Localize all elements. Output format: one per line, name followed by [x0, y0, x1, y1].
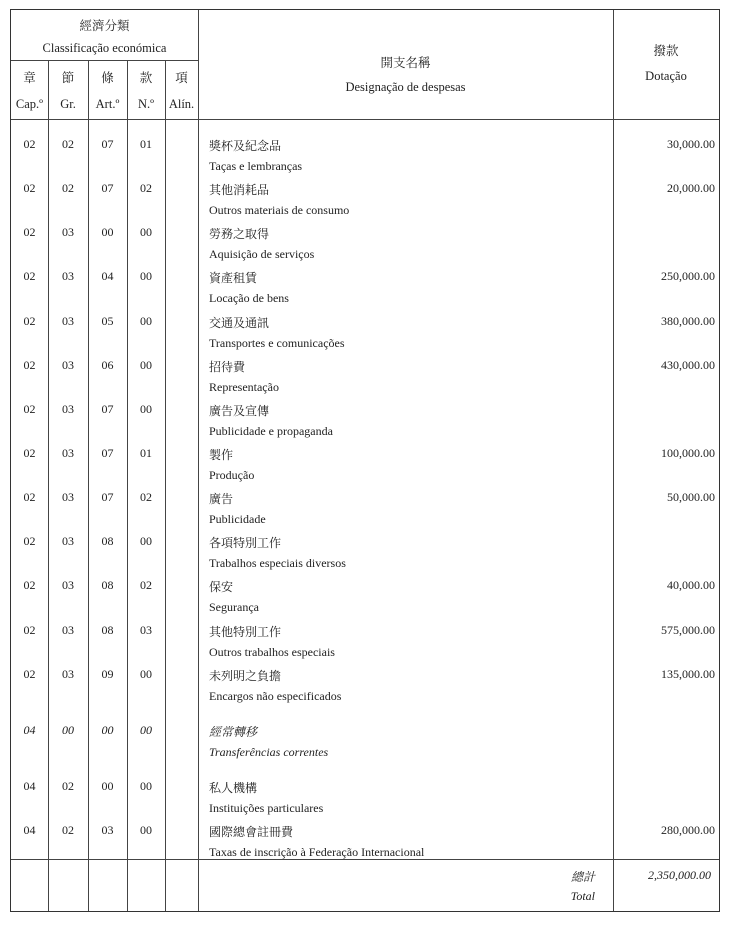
- code-art: 03: [101, 823, 114, 837]
- code-gr: 03: [62, 314, 74, 328]
- header-alin-zh: 項: [175, 71, 188, 85]
- code-cap: 04: [23, 723, 36, 737]
- designation-pt: Segurança: [209, 600, 259, 614]
- code-cap: 02: [23, 181, 36, 195]
- designation-pt: Outros trabalhos especiais: [209, 645, 335, 659]
- code-gr: 03: [62, 490, 74, 504]
- amount: 380,000.00: [661, 314, 715, 328]
- code-cap: 02: [23, 225, 36, 239]
- code-n: 01: [140, 137, 152, 151]
- code-cap: 02: [23, 490, 36, 504]
- designation-pt: Transportes e comunicações: [209, 336, 345, 350]
- code-gr: 03: [62, 446, 74, 460]
- code-cap: 02: [23, 137, 36, 151]
- col-divider: [165, 60, 166, 911]
- code-gr: 02: [62, 181, 74, 195]
- designation-zh: 未列明之負擔: [209, 669, 282, 683]
- code-art: 05: [101, 314, 114, 328]
- amount: 30,000.00: [667, 137, 715, 151]
- code-gr: 03: [62, 623, 74, 637]
- code-gr: 03: [62, 534, 74, 548]
- amount: 40,000.00: [667, 578, 715, 592]
- designation-pt: Publicidade: [209, 512, 266, 526]
- designation-zh: 勞務之取得: [209, 227, 270, 241]
- header-n-pt: N.º: [137, 97, 155, 111]
- header-designation-zh: 開支名稱: [380, 56, 431, 70]
- header-art-zh: 條: [101, 71, 114, 85]
- header-divider-economic: [11, 60, 198, 61]
- code-n: 00: [140, 225, 152, 239]
- amount: 50,000.00: [667, 490, 715, 504]
- code-art: 07: [101, 137, 114, 151]
- code-n: 02: [140, 181, 152, 195]
- code-cap: 02: [23, 358, 36, 372]
- code-art: 00: [101, 779, 114, 793]
- designation-pt: Transferências correntes: [209, 745, 329, 759]
- code-gr: 03: [62, 269, 74, 283]
- amount: 250,000.00: [661, 269, 715, 283]
- code-n: 00: [140, 269, 152, 283]
- code-cap: 02: [23, 667, 36, 681]
- designation-pt: Aquisição de serviços: [209, 247, 315, 261]
- col-divider: [198, 10, 199, 911]
- designation-zh: 各項特別工作: [209, 536, 282, 550]
- total-label-pt: Total: [570, 889, 595, 903]
- designation-zh: 廣告及宣傳: [209, 404, 270, 418]
- designation-zh: 國際總會註冊費: [209, 825, 294, 839]
- code-art: 08: [101, 534, 114, 548]
- amount: 100,000.00: [661, 446, 715, 460]
- amount: 135,000.00: [661, 667, 715, 681]
- code-n: 00: [140, 358, 152, 372]
- code-art: 07: [101, 446, 114, 460]
- header-n-zh: 款: [139, 71, 153, 85]
- code-n: 02: [140, 490, 152, 504]
- code-n: 00: [140, 779, 152, 793]
- amount: 20,000.00: [667, 181, 715, 195]
- total-amount: 2,350,000.00: [648, 868, 711, 882]
- code-gr: 03: [62, 578, 74, 592]
- designation-pt: Taxas de inscrição à Federação Internacional: [209, 845, 425, 859]
- code-art: 06: [101, 358, 114, 372]
- code-gr: 02: [62, 823, 74, 837]
- amount: 430,000.00: [661, 358, 715, 372]
- code-art: 00: [101, 225, 114, 239]
- designation-pt: Trabalhos especiais diversos: [209, 556, 346, 570]
- code-cap: 02: [23, 269, 36, 283]
- designation-zh: 廣告: [209, 492, 234, 506]
- code-gr: 03: [62, 667, 74, 681]
- code-gr: 02: [62, 779, 74, 793]
- code-art: 09: [101, 667, 114, 681]
- designation-zh: 資產租賃: [209, 271, 258, 285]
- designation-zh: 獎杯及紀念品: [209, 139, 282, 153]
- header-economic-pt: Classificação económica: [42, 41, 167, 55]
- code-art: 07: [101, 490, 114, 504]
- code-n: 02: [140, 578, 152, 592]
- code-gr: 03: [62, 225, 74, 239]
- code-n: 01: [140, 446, 152, 460]
- designation-zh: 經常轉移: [209, 725, 258, 739]
- code-gr: 03: [62, 402, 74, 416]
- designation-zh: 其他消耗品: [209, 183, 270, 197]
- code-cap: 02: [23, 534, 36, 548]
- code-n: 00: [140, 723, 152, 737]
- header-gr-zh: 節: [61, 71, 75, 85]
- designation-pt: Encargos não especificados: [209, 689, 342, 703]
- amount: 575,000.00: [661, 623, 715, 637]
- code-n: 00: [140, 823, 152, 837]
- header-alin-pt: Alín.: [168, 97, 195, 111]
- budget-table: [10, 9, 720, 912]
- header-cap-zh: 章: [23, 71, 36, 85]
- designation-zh: 保安: [209, 580, 234, 594]
- header-designation-pt: Designação de despesas: [345, 80, 466, 94]
- total-label-zh: 總計: [570, 870, 595, 884]
- designation-pt: Locação de bens: [209, 291, 289, 305]
- code-art: 07: [101, 402, 114, 416]
- code-n: 00: [140, 667, 152, 681]
- header-economic-zh: 經濟分類: [79, 19, 130, 33]
- code-cap: 02: [23, 402, 36, 416]
- code-art: 08: [101, 578, 114, 592]
- designation-pt: Outros materiais de consumo: [209, 203, 350, 217]
- designation-zh: 其他特別工作: [209, 625, 282, 639]
- header-allocation-zh: 撥款: [653, 44, 679, 58]
- designation-pt: Representação: [209, 380, 279, 394]
- code-n: 03: [140, 623, 152, 637]
- code-cap: 02: [23, 314, 36, 328]
- code-gr: 03: [62, 358, 74, 372]
- designation-zh: 製作: [209, 448, 234, 462]
- header-cap-pt: Cap.º: [15, 97, 44, 111]
- code-art: 04: [101, 269, 114, 283]
- code-cap: 02: [23, 578, 36, 592]
- header-art-pt: Art.º: [95, 97, 120, 111]
- code-cap: 04: [23, 779, 36, 793]
- code-n: 00: [140, 402, 152, 416]
- code-art: 08: [101, 623, 114, 637]
- code-cap: 02: [23, 623, 36, 637]
- header-gr-pt: Gr.: [60, 97, 76, 111]
- code-n: 00: [140, 314, 152, 328]
- designation-pt: Produção: [209, 468, 255, 482]
- designation-zh: 私人機構: [209, 781, 258, 795]
- code-art: 00: [101, 723, 114, 737]
- code-cap: 02: [23, 446, 36, 460]
- amount: 280,000.00: [661, 823, 715, 837]
- header-allocation-pt: Dotação: [645, 69, 687, 83]
- designation-pt: Instituições particulares: [209, 801, 324, 815]
- code-cap: 04: [23, 823, 36, 837]
- designation-pt: Taças e lembranças: [209, 159, 303, 173]
- code-gr: 02: [62, 137, 74, 151]
- code-art: 07: [101, 181, 114, 195]
- designation-zh: 交通及通訊: [209, 316, 270, 330]
- designation-pt: Publicidade e propaganda: [209, 424, 333, 438]
- code-gr: 00: [62, 723, 74, 737]
- designation-zh: 招待費: [209, 360, 246, 374]
- code-n: 00: [140, 534, 152, 548]
